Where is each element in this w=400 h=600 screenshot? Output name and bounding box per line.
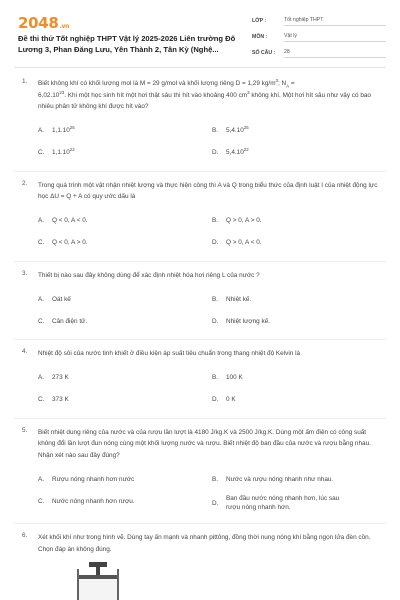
answer-options	[38, 120, 384, 164]
question-4	[0, 348, 400, 411]
spacer	[0, 411, 400, 418]
answer-options	[38, 367, 384, 411]
piston-handle	[89, 562, 107, 567]
option-letter: C.	[38, 317, 45, 325]
question-divider	[14, 523, 386, 524]
option-text: Rượu nóng nhanh hơn nước	[52, 475, 135, 483]
meta-count-label: SỐ CÂU :	[252, 50, 276, 56]
exam-meta	[252, 14, 386, 62]
header-divider	[14, 67, 386, 68]
question-text: Biết nhiệt dung riêng của nước và của rượu lần lượt là 4180 J/kg.K và 2500 J/kg.K. Dùng một ấm điện có công suất không đổi lần lượt đun nóng cùng một khối lượng nước và rượu. Biết nhiệt độ ban đầu của nước và rượu bằng nhau. Nhận xét nào sau đây đúng?	[38, 428, 371, 459]
spacer	[0, 332, 400, 339]
option-text: Ban đầu nước nóng nhanh hơn, lúc sau rượu nóng nhanh hơn.	[226, 495, 340, 511]
question-divider	[14, 418, 386, 419]
option-letter: A.	[38, 217, 45, 224]
meta-class-label: LỚP :	[252, 18, 267, 24]
answer-option-c[interactable]	[38, 490, 212, 512]
answer-option-b[interactable]	[212, 367, 386, 389]
option-text	[52, 126, 75, 135]
answer-option-b[interactable]	[212, 120, 386, 142]
option-letter: A.	[38, 295, 45, 303]
option-text: Oát kế	[52, 295, 71, 303]
question-divider	[14, 261, 386, 262]
option-letter: A.	[38, 374, 45, 381]
option-letter: B.	[212, 217, 219, 224]
option-text: Nhiệt kế.	[226, 295, 252, 303]
question-6	[0, 532, 400, 600]
answer-option-a[interactable]	[38, 210, 212, 232]
piston-head	[79, 575, 117, 579]
question-list	[0, 78, 400, 600]
option-letter: B.	[212, 374, 219, 381]
option-letter: C.	[38, 396, 45, 403]
superscript: 22	[69, 146, 75, 152]
answer-option-a[interactable]	[38, 367, 212, 389]
spacer	[0, 516, 400, 523]
logo-domain: .vn	[59, 23, 70, 30]
question-5	[0, 427, 400, 517]
meta-class-value: Tốt nghiệp THPT	[284, 17, 386, 26]
question-2	[0, 180, 400, 254]
question-3	[0, 270, 400, 333]
meta-count-row	[252, 46, 386, 60]
piston-cylinder-figure	[76, 561, 120, 600]
question-number: 1.	[22, 78, 28, 85]
option-letter: B.	[212, 295, 219, 303]
option-base: 5,4.10	[226, 127, 244, 134]
answer-option-b[interactable]	[212, 288, 386, 310]
option-text	[226, 148, 249, 157]
meta-class-row	[252, 14, 386, 28]
option-letter: D.	[212, 149, 219, 156]
option-letter: D.	[212, 396, 219, 403]
superscript: 3	[247, 89, 250, 95]
piston-rod	[96, 567, 100, 575]
answer-options	[38, 210, 384, 254]
question-text	[38, 78, 384, 113]
answer-option-a[interactable]	[38, 288, 212, 310]
question-divider	[14, 171, 386, 172]
answer-option-d[interactable]	[212, 310, 386, 332]
meta-subject-row	[252, 30, 386, 44]
answer-option-a[interactable]	[38, 468, 212, 490]
answer-option-c[interactable]	[38, 389, 212, 411]
option-text: 273 K	[52, 374, 69, 381]
answer-options	[38, 468, 384, 516]
answer-option-d[interactable]	[212, 389, 386, 411]
option-text: Cân điện tử.	[52, 317, 88, 325]
question-text-part: =	[289, 80, 295, 87]
option-text: Nước và rượu nóng nhanh như nhau.	[226, 475, 334, 483]
option-letter: D.	[212, 239, 219, 246]
option-base: 5,4.10	[226, 149, 244, 156]
question-1	[0, 78, 400, 164]
answer-option-b[interactable]	[212, 468, 386, 490]
spacer	[0, 254, 400, 261]
option-text: Nhiệt lượng kế.	[226, 317, 270, 325]
option-text: Q > 0, A < 0.	[226, 239, 262, 246]
question-text-part: . Khi một học sinh hít một hơi thật sâu thì hít vào khoảng 400 cm	[64, 91, 248, 99]
option-base: 1,1.10	[52, 149, 70, 156]
question-text: Nhiệt độ sôi của nước tinh khiết ở điều kiện áp suất tiêu chuẩn trong thang nhiệt độ Kelvin là	[38, 350, 301, 357]
option-text: 373 K	[52, 396, 69, 403]
exam-title: Đề thi thử Tốt nghiệp THPT Vật lý 2025-2026 Liên trường Đô Lương 3, Phan Đăng Lưu, Yên Thành 2, Tân Kỳ (Nghệ...	[18, 34, 236, 54]
question-number: 4.	[22, 348, 28, 355]
subscript: A	[286, 83, 290, 89]
question-divider	[14, 339, 386, 340]
answer-option-c[interactable]	[38, 310, 212, 332]
question-text: Thiết bị nào sau đây không dùng để xác định nhiệt hóa hơi riêng L của nước ?	[38, 271, 260, 279]
question-number: 3.	[22, 269, 28, 277]
option-letter: A.	[38, 475, 45, 483]
option-text: Nước nóng nhanh hơn rượu.	[52, 497, 135, 505]
option-letter: D.	[212, 317, 219, 325]
meta-subject-value: Vật lý	[284, 33, 386, 42]
option-text: 100 K	[226, 374, 243, 381]
option-letter: C.	[38, 149, 45, 156]
answer-option-c[interactable]	[38, 232, 212, 254]
meta-count-value: 28	[284, 49, 386, 58]
option-text	[52, 148, 75, 157]
option-letter: C.	[38, 497, 45, 505]
answer-option-d[interactable]	[212, 142, 386, 164]
question-number: 6.	[22, 532, 28, 539]
option-text: Q < 0, A > 0.	[52, 239, 88, 246]
gas-region	[79, 579, 117, 600]
superscript: 22	[243, 146, 249, 152]
answer-option-d[interactable]	[212, 232, 386, 254]
option-letter: D.	[212, 499, 219, 507]
answer-option-b[interactable]	[212, 210, 386, 232]
superscript: 25	[69, 124, 75, 130]
question-text: Trong quá trình một vật nhận nhiệt lượng và thực hiện công thì A và Q trong biểu thức của định luật I của nhiệt động lực học ΔU = Q + A có quy ước dấu là	[38, 181, 378, 200]
question-text-part: 6,02.10	[38, 91, 60, 99]
brand-logo[interactable]	[18, 14, 69, 32]
option-letter: A.	[38, 127, 45, 134]
superscript: 23	[59, 89, 65, 95]
option-text: 0 K	[226, 396, 236, 403]
meta-subject-label: MÔN :	[252, 34, 268, 40]
option-letter: B.	[212, 475, 219, 483]
answer-option-d[interactable]	[212, 490, 386, 516]
option-base: 1,1.10	[52, 127, 70, 134]
option-text: Q < 0, A < 0.	[52, 217, 88, 224]
option-letter: C.	[38, 239, 45, 246]
spacer	[0, 164, 400, 171]
logo-text: 2048	[18, 14, 59, 32]
figure-wrapper	[38, 561, 384, 600]
superscript: 25	[243, 124, 249, 130]
superscript: 3	[275, 77, 278, 83]
option-text	[226, 126, 249, 135]
option-text: Q > 0, A > 0.	[226, 217, 262, 224]
question-text-part: Biết không khí có khối lượng mol là M = 29 g/mol và khối lượng riêng D = 1,29 kg/m	[38, 80, 276, 87]
question-text-part: ; N	[277, 80, 287, 87]
question-text: Xét khối khí như trong hình vẽ. Dùng tay ấn mạnh và nhanh pittông, đồng thời nung nóng khí bằng ngọn lửa đèn cồn. Chọn đáp án không đúng.	[38, 534, 371, 553]
question-number: 2.	[22, 179, 28, 187]
answer-option-c[interactable]	[38, 142, 212, 164]
question-text-part: không khí. Một hơi hít sâu như vậy có bao nhiêu phân tử không khí được hít vào?	[38, 91, 371, 110]
option-letter: B.	[212, 127, 219, 134]
answer-options	[38, 288, 384, 332]
question-number: 5.	[22, 426, 28, 434]
answer-option-a[interactable]	[38, 120, 212, 142]
